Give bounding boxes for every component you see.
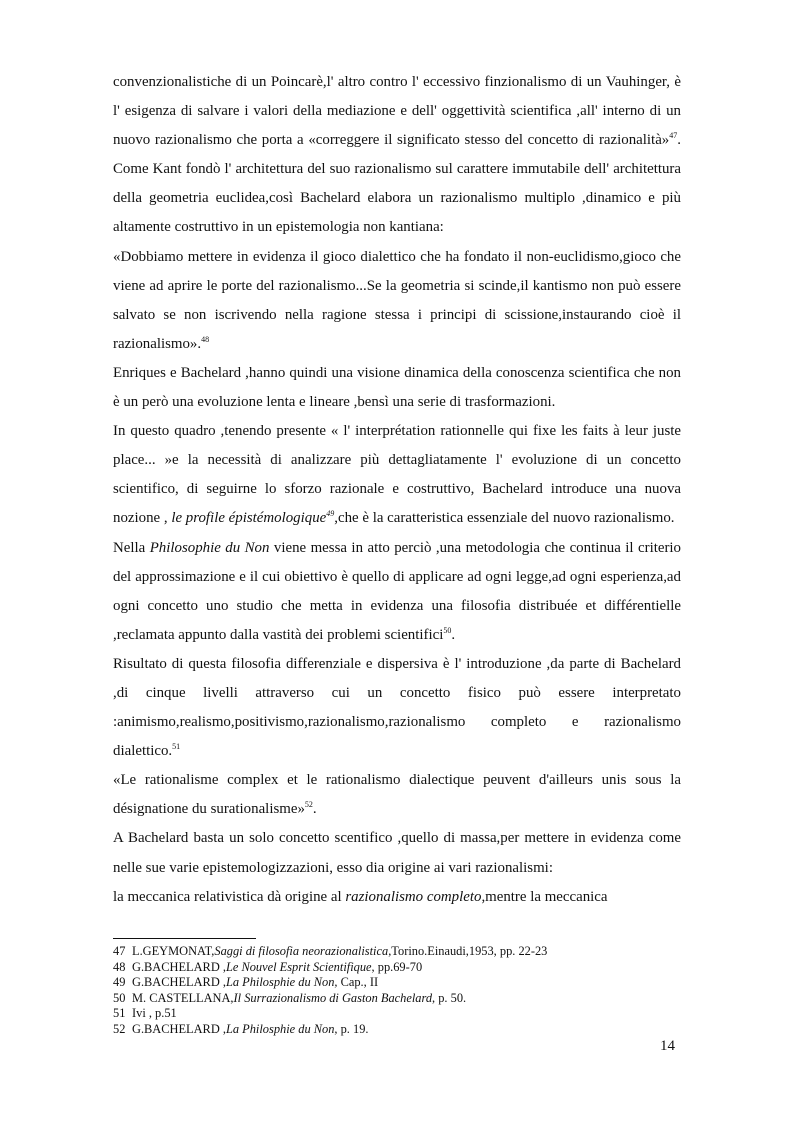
paragraph bbox=[113, 68, 681, 243]
paragraph bbox=[113, 534, 681, 650]
footnote-text bbox=[132, 960, 422, 976]
footnote-number: 51 bbox=[113, 1006, 126, 1021]
footnote-ref: 52 bbox=[304, 800, 313, 810]
footnote-text bbox=[132, 1006, 177, 1022]
text-run: Nella bbox=[113, 539, 150, 556]
text-run: ,che è la caratteristica essenziale del nuovo razionalismo. bbox=[334, 510, 675, 527]
footnote-text bbox=[132, 944, 547, 960]
footnote-ref: 48 bbox=[201, 334, 210, 344]
text-run: G.BACHELARD , bbox=[132, 1021, 226, 1036]
text-run: viene messa in atto perciò ,una metodologia che continua il criterio del approssimazione e il cui obiettivo è quello di applicare ad ogni legge,ad ogni esperienza,ad ogni concetto uno studio che metta in evidenza una filosofia distribuée et différentielle ,reclamata appunto dalla vastità dei problemi scientifici bbox=[113, 539, 681, 643]
footnotes bbox=[113, 944, 681, 1038]
footnote-number: 49 bbox=[113, 975, 126, 990]
italic-text: Il Surrazionalismo di Gaston Bachelard bbox=[233, 990, 433, 1005]
footnote-number: 47 bbox=[113, 944, 126, 958]
footnote-number: 50 bbox=[113, 990, 126, 1005]
page-number: 14 bbox=[660, 1038, 675, 1054]
paragraph bbox=[113, 417, 681, 533]
text-run: . Come Kant fondò l' architettura del suo razionalismo sul carattere immutabile dell' architettura della geometria euclidea,così Bachelard elabora un razionalismo multiplo ,dinamico e più altamente costruttivo in un epistemologia non kantiana: bbox=[113, 132, 681, 236]
footnote bbox=[113, 975, 681, 991]
text-run: , p. 19. bbox=[334, 1021, 369, 1036]
text-run: Cap., II bbox=[337, 975, 379, 990]
text-run: «Le rationalisme complex et le rationalismo dialectique peuvent d'ailleurs unis sous la désignatione du surationalisme» bbox=[113, 772, 681, 818]
paragraph bbox=[113, 243, 681, 359]
italic-text: La Philosphie du Non bbox=[225, 1021, 335, 1036]
footnote-text bbox=[132, 1022, 368, 1038]
text-run: , p. 50. bbox=[432, 990, 467, 1005]
text-run: ,mentre la meccanica bbox=[481, 888, 608, 905]
text-run: «Dobbiamo mettere in evidenza il gioco dialettico che ha fondato il non-euclidismo,gioco che viene ad aprire le porte del razionalismo...Se la geometria si scinde,il kantismo non può essere salvato se non iscrivendo nella ragione stessa i principi di scissione,instaurando cioè il razionalismo». bbox=[113, 248, 681, 352]
footnote-number: 52 bbox=[113, 1021, 126, 1036]
text-run: la meccanica relativistica dà origine al bbox=[113, 888, 346, 905]
text-run: Ivi , p.51 bbox=[132, 1006, 177, 1021]
footnote bbox=[113, 991, 681, 1007]
italic-text: Le Nouvel Esprit Scientifique bbox=[225, 959, 372, 974]
text-run: M. CASTELLANA, bbox=[132, 990, 234, 1005]
footnote-ref: 49 bbox=[326, 509, 335, 519]
footnote-number: 48 bbox=[113, 959, 126, 974]
italic-text: le profile épistémologique bbox=[171, 510, 327, 527]
footnote bbox=[113, 1022, 681, 1038]
text-run: . bbox=[451, 626, 456, 643]
text-run: In questo quadro ,tenendo presente « l' interprétation rationnelle qui fixe les faits à leur juste place... »e la necessità di analizzare più dettagliatamente l' evoluzione di un concetto scientifico, di seguirne lo sforzo razionale e costruttivo, Bachelard introduce una nuova nozione , bbox=[113, 423, 681, 527]
text-run: L.GEYMONAT, bbox=[132, 944, 215, 958]
italic-text: Philosophie du Non bbox=[149, 539, 270, 556]
footnote-ref: 47 bbox=[669, 131, 678, 141]
footnote-ref: 50 bbox=[443, 625, 452, 635]
paragraph bbox=[113, 766, 681, 824]
footnote-ref: 51 bbox=[172, 742, 181, 752]
text-run: convenzionalistiche di un Poincarè,l' altro contro l' eccessivo finzionalismo di un Vauhinger, è l' esigenza di salvare i valori della mediazione e dell' oggettività scientifica ,all' interno di un nuovo razionalismo che porta a «correggere il significato stesso del concetto di razionalità» bbox=[113, 74, 681, 149]
italic-text: La Philosphie du Non, bbox=[225, 975, 338, 990]
footnote-text bbox=[132, 975, 378, 991]
paragraph bbox=[113, 359, 681, 417]
main-text bbox=[113, 68, 681, 912]
footnote bbox=[113, 960, 681, 976]
footnote-separator bbox=[113, 938, 256, 939]
text-run: G.BACHELARD , bbox=[132, 959, 226, 974]
text-run: ,Torino.Einaudi,1953, pp. 22-23 bbox=[388, 944, 548, 958]
text-run: . bbox=[312, 801, 317, 818]
text-run: Enriques e Bachelard ,hanno quindi una visione dinamica della conoscenza scientifica che non è un però una evoluzione lenta e lineare ,bensì una serie di trasformazioni. bbox=[113, 364, 681, 411]
body-text bbox=[113, 68, 681, 912]
footnote-text bbox=[132, 991, 466, 1007]
text-run: , pp.69-70 bbox=[371, 959, 423, 974]
footnote bbox=[113, 1006, 681, 1022]
paragraph bbox=[113, 824, 681, 882]
text-run: A Bachelard basta un solo concetto scentifico ,quello di massa,per mettere in evidenza come nelle sue varie epistemologizzazioni, esso dia origine ai vari razionalismi: bbox=[113, 830, 681, 876]
italic-text: Saggi di filosofia neorazionalistica bbox=[214, 944, 389, 958]
paragraph bbox=[113, 650, 681, 766]
italic-text: razionalismo completo bbox=[345, 888, 482, 905]
paragraph bbox=[113, 883, 681, 912]
footnote bbox=[113, 944, 681, 960]
text-run: Risultato di questa filosofia differenziale e dispersiva è l' introduzione ,da parte di Bachelard ,di cinque livelli attraverso cui un concetto fisico può essere interpretato :animismo,realismo,positivismo,razionalismo,razionalismo completo e razionalismo dialettico. bbox=[113, 655, 681, 760]
text-run: G.BACHELARD , bbox=[132, 975, 226, 990]
